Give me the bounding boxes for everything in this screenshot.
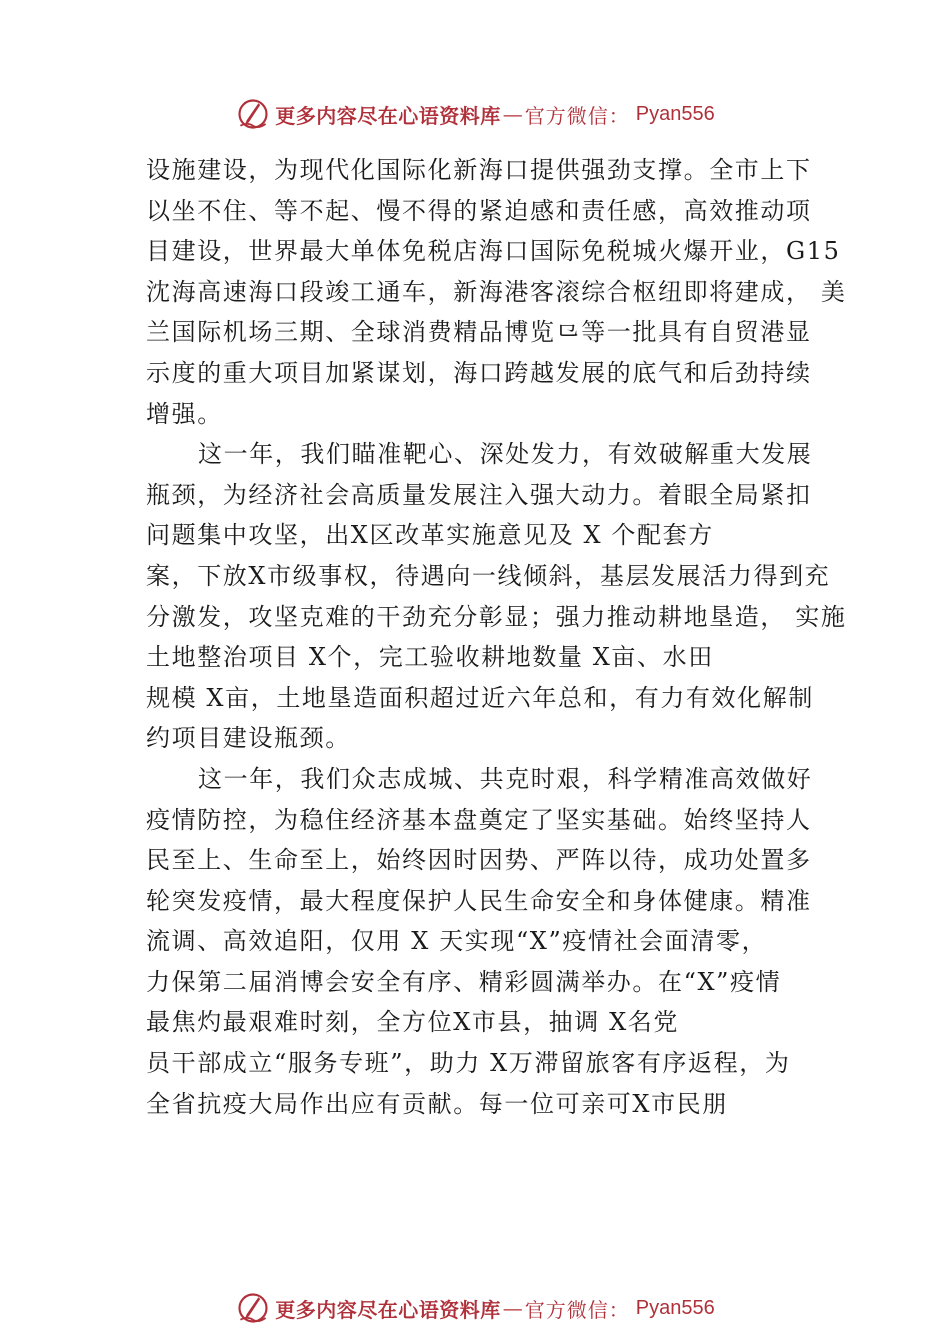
watermark-label: 官方微信： (524, 1297, 630, 1322)
text-line: 分激发，攻坚克难的干劲充分彰显；强力推动耕地垦造， 实施 (146, 602, 847, 631)
watermark-brand: 更多内容尽在心语资料库 (275, 103, 501, 128)
watermark-dash: — (502, 102, 523, 126)
watermark-wechat-id: Pyan556 (635, 102, 715, 125)
text-line: 约项目建设瓶颈。 (146, 724, 351, 753)
text-line: 兰国际机场三期、全球消费精品博览⺋等一批具有自贸港显 (146, 318, 812, 347)
text-line: 员干部成立“服务专班”，助力 X万滞留旅客有序返程，为 (146, 1049, 791, 1078)
text-line: 土地整治项目 X个，完工验收耕地数量 X亩、水田 (146, 643, 714, 672)
text-line: 规模 X亩，土地垦造面积超过近六年总和，有力有效化解制 (146, 683, 814, 712)
text-line: 设施建设，为现代化国际化新海口提供强劲支撑。全市上下 (146, 156, 812, 184)
watermark-label: 官方微信： (524, 103, 630, 128)
document-body (146, 150, 847, 1124)
text-line: 目建设，世界最大单体免税店海口国际免税城火爆开业，G15 (146, 237, 841, 266)
text-line: 轮突发疫情，最大程度保护人民生命安全和身体健康。精准 (146, 886, 812, 915)
pen-logo-icon (235, 1290, 271, 1326)
text-line: 问题集中攻坚，出X区改革实施意见及 X 个配套方 (146, 521, 714, 550)
text-line: 瓶颈，为经济社会高质量发展注入强大动力。着眼全局紧扣 (146, 480, 812, 509)
pen-logo-icon (235, 96, 271, 132)
watermark-brand: 更多内容尽在心语资料库 (275, 1297, 501, 1322)
paragraph-start-line: 这一年，我们瞄准靶心、深处发力，有效破解重大发展 (198, 440, 813, 469)
text-line: 疫情防控，为稳住经济基本盘奠定了坚实基础。始终坚持人 (146, 805, 812, 834)
text-line: 民至上、生命至上，始终因时因势、严阵以待，成功处置多 (146, 846, 812, 875)
text-line: 沈海高速海口段竣工通车，新海港客滚综合枢纽即将建成， 美 (146, 277, 847, 306)
text-line: 示度的重大项目加紧谋划，海口跨越发展的底气和后劲持续 (146, 358, 812, 387)
text-line: 最焦灼最艰难时刻，全方位X市县，抽调 X名党 (146, 1008, 679, 1037)
watermark-dash: — (502, 1296, 523, 1320)
header-watermark (0, 94, 950, 134)
text-line: 流调、高效追阳，仅用 X 天实现“X”疫情社会面清零， (146, 927, 768, 956)
text-line: 力保第二届消博会安全有序、精彩圆满举办。在“X”疫情 (146, 967, 782, 996)
text-line: 增强。 (146, 399, 223, 428)
text-line: 以坐不住、等不起、慢不得的紧迫感和责任感，高效推动项 (146, 196, 812, 225)
text-line: 全省抗疫大局作出应有贡献。每一位可亲可X市民朋 (146, 1089, 728, 1118)
text-line: 案，下放X市级事权，待遇向一线倾斜，基层发展活力得到充 (146, 561, 831, 590)
paragraph-start-line: 这一年，我们众志成城、共克时艰，科学精准高效做好 (198, 764, 813, 793)
watermark-wechat-id: Pyan556 (635, 1296, 715, 1319)
footer-watermark (0, 1288, 950, 1328)
